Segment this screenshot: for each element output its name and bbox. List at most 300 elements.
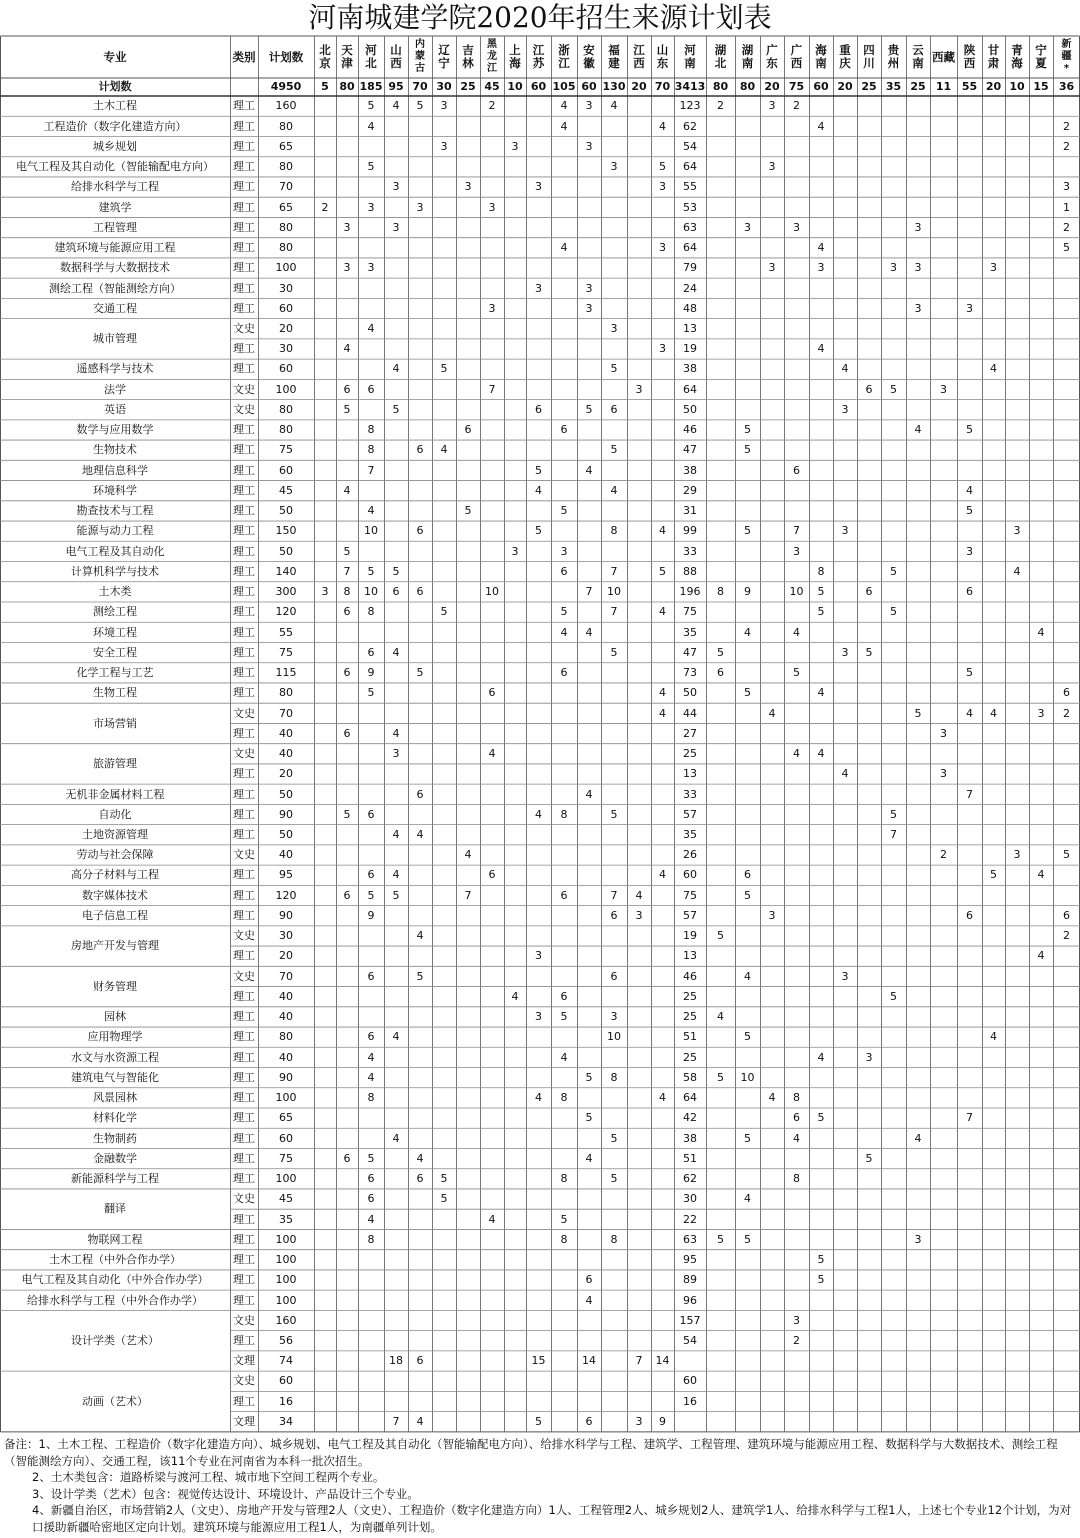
quota-cell: 3 [1063, 180, 1070, 194]
quota-cell: 3 [890, 261, 897, 275]
major-name: 电气工程及其自动化（智能输配电方向） [16, 160, 214, 174]
major-name: 物联网工程 [87, 1232, 143, 1246]
category-cell: 理工 [233, 827, 255, 841]
major-name: 化学工程与工艺 [76, 666, 154, 680]
major-name: 地理信息科学 [82, 463, 148, 477]
quota-cell: 2 [1063, 706, 1070, 720]
category-cell: 理工 [233, 989, 255, 1003]
quota-cell: 4 [817, 1050, 825, 1064]
plan-count-cell: 30 [279, 281, 293, 295]
quota-cell: 6 [560, 564, 568, 578]
plan-count-cell: 20 [279, 767, 293, 781]
quota-cell: 8 [560, 807, 568, 821]
column-header-17: 山 东 [656, 43, 669, 70]
major-name: 交通工程 [93, 301, 137, 315]
quota-cell: 4 [367, 1070, 375, 1084]
plan-count-cell: 65 [279, 139, 293, 153]
category-cell: 理工 [233, 585, 255, 599]
quota-cell: 4 [560, 625, 568, 639]
quota-cell: 5 [560, 1212, 568, 1226]
quota-cell: 7 [610, 888, 618, 902]
quota-cell: 6 [610, 969, 618, 983]
plan-count-cell: 80 [279, 220, 293, 234]
quota-cell: 5 [610, 1172, 618, 1186]
plan-count-cell: 20 [279, 321, 293, 335]
category-cell: 文史 [233, 969, 255, 983]
column-header-26: 贵 州 [887, 43, 900, 70]
quota-cell: 6 [416, 443, 424, 457]
quota-cell: 9 [744, 585, 751, 599]
quota-cell: 7 [793, 524, 800, 538]
quota-cell: 5 [585, 1070, 593, 1084]
plan-count-cell: 65 [279, 1111, 293, 1125]
quota-cell: 5 [440, 1192, 448, 1206]
column-header-4: 天 津 [341, 43, 353, 70]
category-cell: 文史 [233, 321, 255, 335]
total-cell: 55 [961, 80, 978, 94]
total-cell: 30 [436, 80, 452, 94]
quota-cell: 4 [367, 1212, 375, 1226]
quota-cell: 4 [659, 868, 666, 882]
quota-cell: 3 [392, 220, 400, 234]
quota-cell: 22 [683, 1212, 697, 1226]
category-cell: 文史 [233, 929, 255, 943]
category-cell: 理工 [233, 1232, 255, 1246]
column-header-11: 上 海 [509, 43, 521, 70]
quota-cell: 6 [367, 382, 375, 396]
quota-cell: 4 [560, 99, 568, 113]
quota-cell: 4 [914, 423, 922, 437]
quota-cell: 5 [610, 645, 618, 659]
plan-count-cell: 80 [279, 402, 293, 416]
quota-cell: 6 [560, 423, 568, 437]
quota-cell: 6 [585, 1273, 593, 1287]
category-cell: 文史 [233, 1374, 255, 1388]
quota-cell: 5 [744, 524, 751, 538]
quota-cell: 19 [683, 342, 697, 356]
category-cell: 理工 [233, 423, 255, 437]
quota-cell: 55 [683, 180, 697, 194]
category-cell: 文理 [233, 1414, 255, 1428]
quota-cell: 63 [683, 220, 697, 234]
column-header-12: 江 苏 [532, 43, 545, 70]
quota-cell: 5 [865, 645, 873, 659]
quota-cell: 8 [817, 564, 825, 578]
quota-cell: 60 [683, 1374, 697, 1388]
total-cell: 25 [910, 80, 926, 94]
quota-cell: 4 [1013, 564, 1021, 578]
quota-cell: 4 [744, 625, 751, 639]
total-cell: 130 [602, 80, 626, 94]
quota-cell: 4 [635, 888, 643, 902]
major-name: 电气工程及其自动化 [65, 544, 165, 558]
quota-cell: 5 [966, 504, 973, 518]
quota-cell: 16 [683, 1394, 697, 1408]
plan-count-cell: 35 [279, 1212, 293, 1226]
column-header-22: 广 西 [790, 43, 803, 70]
major-name: 生物工程 [93, 686, 137, 700]
quota-cell: 5 [535, 463, 542, 477]
quota-cell: 6 [464, 423, 472, 437]
major-name: 新能源科学与工程 [71, 1172, 159, 1186]
quota-cell: 3 [940, 726, 947, 740]
total-cell: 60 [530, 80, 547, 94]
major-name: 电气工程及其自动化（中外合作办学） [21, 1273, 209, 1287]
column-header-27: 云 南 [912, 43, 924, 70]
quota-cell: 5 [717, 1232, 724, 1246]
quota-cell: 123 [679, 99, 701, 113]
quota-cell: 3 [343, 220, 351, 234]
quota-cell: 31 [683, 504, 697, 518]
quota-cell: 3 [585, 301, 593, 315]
quota-cell: 3 [635, 1414, 643, 1428]
plan-count-cell: 80 [279, 119, 293, 133]
plan-count-cell: 95 [279, 868, 293, 882]
quota-cell: 33 [683, 787, 697, 801]
remark-4: 4、新疆自治区，市场营销2人（文史）、房地产开发与管理2人（文史）、工程造价（数字化建造方向）1人、工程管理2人、城乡规划2人、建筑学1人、给排水科学与工程1人，上述七个专业12个计划，为对口援助新疆哈密地区定向计划。建筑环境与能源应用工程1人，为南疆单列计划。 [32, 1503, 1072, 1534]
quota-cell: 2 [1063, 929, 1070, 943]
quota-cell: 4 [367, 1050, 375, 1064]
quota-cell: 47 [683, 443, 697, 457]
category-cell: 理工 [233, 807, 255, 821]
quota-cell: 5 [610, 362, 618, 376]
quota-cell: 5 [1063, 848, 1070, 862]
category-cell: 理工 [233, 1151, 255, 1165]
quota-cell: 6 [610, 908, 618, 922]
quota-cell: 3 [392, 180, 400, 194]
total-cell: 20 [837, 80, 853, 94]
plan-count-cell: 50 [279, 827, 293, 841]
quota-cell: 3 [488, 301, 496, 315]
quota-cell: 5 [440, 605, 448, 619]
plan-count-cell: 65 [279, 200, 293, 214]
category-cell: 理工 [233, 767, 255, 781]
quota-cell: 3 [793, 1313, 800, 1327]
plan-count-cell: 100 [275, 382, 297, 396]
quota-cell: 6 [966, 585, 973, 599]
quota-cell: 6 [560, 888, 568, 902]
column-header-14: 安 徽 [583, 43, 595, 70]
quota-cell: 10 [485, 585, 499, 599]
quota-cell: 4 [768, 1091, 776, 1105]
quota-cell: 4 [343, 483, 351, 497]
major-name: 生物制药 [93, 1131, 137, 1145]
quota-cell: 5 [744, 1232, 751, 1246]
quota-cell: 4 [416, 929, 424, 943]
quota-cell: 60 [683, 868, 697, 882]
total-cell: 11 [935, 80, 952, 94]
quota-cell: 5 [793, 666, 800, 680]
total-cell: 60 [581, 80, 597, 94]
quota-cell: 3 [343, 261, 351, 275]
quota-cell: 4 [535, 483, 542, 497]
category-cell: 理工 [233, 1172, 255, 1186]
quota-cell: 46 [683, 969, 697, 983]
quota-cell: 3 [585, 139, 593, 153]
quota-cell: 4 [610, 99, 618, 113]
column-header-31: 青 海 [1011, 43, 1023, 70]
category-cell: 理工 [233, 463, 255, 477]
quota-cell: 2 [717, 99, 724, 113]
plan-count-cell: 45 [279, 483, 293, 497]
quota-cell: 96 [683, 1293, 697, 1307]
plan-count-cell: 100 [275, 1232, 297, 1246]
quota-cell: 9 [367, 908, 375, 922]
quota-cell: 5 [744, 1131, 751, 1145]
quota-cell: 5 [817, 585, 825, 599]
quota-cell: 3 [585, 99, 593, 113]
quota-cell: 14 [655, 1354, 670, 1368]
plan-count-cell: 60 [279, 463, 293, 477]
quota-cell: 6 [966, 908, 973, 922]
quota-cell: 5 [659, 160, 666, 174]
quota-cell: 3 [1013, 524, 1021, 538]
quota-cell: 8 [367, 423, 375, 437]
quota-cell: 13 [683, 949, 697, 963]
quota-cell: 62 [683, 119, 697, 133]
category-cell: 理工 [233, 1293, 255, 1307]
quota-cell: 6 [367, 969, 375, 983]
quota-cell: 42 [683, 1111, 697, 1125]
total-cell: 10 [507, 80, 523, 94]
category-cell: 理工 [233, 99, 255, 113]
major-name: 工程造价（数字化建造方向） [43, 119, 187, 133]
quota-cell: 3 [635, 908, 643, 922]
quota-cell: 46 [683, 423, 697, 437]
total-cell: 20 [631, 80, 647, 94]
quota-cell: 8 [367, 605, 375, 619]
quota-cell: 95 [683, 1253, 697, 1267]
quota-cell: 3 [768, 99, 776, 113]
quota-cell: 5 [890, 382, 897, 396]
quota-cell: 48 [683, 301, 697, 315]
major-name: 应用物理学 [87, 1030, 143, 1044]
quota-cell: 5 [817, 1273, 825, 1287]
quota-cell: 58 [683, 1070, 697, 1084]
quota-cell: 79 [683, 261, 697, 275]
major-name: 材料化学 [93, 1111, 137, 1125]
major-name: 建筑环境与能源应用工程 [54, 241, 176, 255]
quota-cell: 64 [683, 382, 697, 396]
quota-cell: 75 [683, 605, 697, 619]
quota-cell: 3 [1037, 706, 1045, 720]
quota-cell: 5 [416, 969, 424, 983]
quota-cell: 5 [560, 1010, 568, 1024]
quota-cell: 3 [940, 382, 947, 396]
quota-cell: 5 [865, 1151, 873, 1165]
quota-cell: 4 [392, 827, 400, 841]
quota-cell: 54 [683, 1333, 697, 1347]
quota-cell: 51 [683, 1151, 697, 1165]
column-header-19: 湖 北 [714, 43, 727, 70]
quota-cell: 7 [966, 1111, 973, 1125]
plan-count-cell: 80 [279, 160, 293, 174]
major-name: 测绘工程（智能测绘方向） [49, 281, 181, 295]
column-header-13: 浙 江 [558, 43, 570, 70]
category-cell: 理工 [233, 1212, 255, 1226]
quota-cell: 5 [367, 99, 375, 113]
major-name: 房地产开发与管理 [71, 939, 159, 953]
quota-cell: 18 [389, 1354, 403, 1368]
quota-cell: 4 [440, 443, 448, 457]
quota-cell: 3 [610, 160, 618, 174]
quota-cell: 4 [392, 99, 400, 113]
category-cell: 理工 [233, 281, 255, 295]
quota-cell: 5 [817, 605, 825, 619]
quota-cell: 5 [717, 929, 724, 943]
quota-cell: 3 [966, 301, 973, 315]
quota-cell: 64 [683, 241, 697, 255]
quota-cell: 4 [392, 726, 400, 740]
plan-count-cell: 20 [279, 949, 293, 963]
quota-cell: 33 [683, 544, 697, 558]
major-name: 土木类 [98, 585, 132, 599]
category-cell: 理工 [233, 1394, 255, 1408]
plan-count-cell: 100 [275, 1091, 297, 1105]
major-name: 给排水科学与工程 [71, 180, 159, 194]
quota-cell: 4 [659, 605, 666, 619]
quota-cell: 5 [610, 443, 618, 457]
column-header-24: 重 庆 [839, 43, 851, 70]
quota-cell: 50 [683, 686, 697, 700]
quota-cell: 3 [321, 585, 329, 599]
quota-cell: 1 [1063, 200, 1070, 214]
column-header-28: 西藏 [932, 49, 955, 64]
major-name: 旅游管理 [93, 757, 137, 771]
quota-cell: 7 [966, 787, 973, 801]
major-name: 土地资源管理 [82, 827, 148, 841]
column-header-20: 湖 南 [741, 43, 754, 70]
plan-count-cell: 70 [279, 180, 293, 194]
quota-cell: 4 [744, 1192, 751, 1206]
category-cell: 理工 [233, 180, 255, 194]
quota-cell: 6 [585, 1414, 593, 1428]
quota-cell: 4 [1037, 868, 1045, 882]
quota-cell: 13 [683, 321, 697, 335]
quota-cell: 4 [585, 1151, 593, 1165]
quota-cell: 5 [416, 666, 424, 680]
category-cell: 理工 [233, 726, 255, 740]
quota-cell: 3 [511, 139, 519, 153]
quota-cell: 6 [865, 585, 873, 599]
plan-count-cell: 74 [279, 1354, 293, 1368]
plan-count-cell: 80 [279, 686, 293, 700]
quota-cell: 89 [683, 1273, 697, 1287]
plan-count-cell: 40 [279, 1010, 293, 1024]
major-name: 电子信息工程 [82, 908, 148, 922]
quota-cell: 4 [392, 1131, 400, 1145]
quota-cell: 4 [585, 625, 593, 639]
major-name: 自动化 [98, 807, 132, 821]
quota-cell: 3 [535, 949, 542, 963]
plan-count-cell: 75 [279, 645, 293, 659]
total-cell: 60 [813, 80, 829, 94]
major-name: 土木工程 [93, 99, 137, 113]
major-name: 水文与水资源工程 [71, 1050, 159, 1064]
quota-cell: 8 [343, 585, 351, 599]
major-name: 英语 [104, 402, 126, 416]
quota-cell: 6 [416, 1354, 424, 1368]
plan-count-cell: 50 [279, 544, 293, 558]
plan-count-cell: 40 [279, 848, 293, 862]
quota-cell: 6 [488, 686, 496, 700]
quota-cell: 4 [990, 1030, 997, 1044]
major-name: 测绘工程 [93, 605, 137, 619]
plan-count-cell: 30 [279, 342, 293, 356]
category-cell: 文史 [233, 402, 255, 416]
quota-cell: 5 [890, 807, 897, 821]
category-cell: 理工 [233, 1070, 255, 1084]
quota-cell: 25 [683, 1010, 697, 1024]
quota-cell: 3 [635, 382, 643, 396]
quota-cell: 4 [841, 362, 849, 376]
quota-cell: 3 [659, 241, 666, 255]
plan-count-cell: 16 [279, 1394, 293, 1408]
category-cell: 理工 [233, 544, 255, 558]
quota-cell: 3 [416, 200, 424, 214]
quota-cell: 38 [683, 362, 697, 376]
quota-cell: 4 [659, 706, 666, 720]
plan-count-cell: 100 [275, 1293, 297, 1307]
quota-cell: 5 [610, 1131, 618, 1145]
quota-cell: 63 [683, 1232, 697, 1246]
column-header-23: 海 南 [815, 43, 827, 70]
plan-count-cell: 75 [279, 443, 293, 457]
quota-cell: 196 [679, 585, 701, 599]
quota-cell: 3 [535, 180, 542, 194]
quota-cell: 4 [560, 241, 568, 255]
quota-cell: 5 [890, 564, 897, 578]
plan-count-cell: 70 [279, 706, 293, 720]
major-name: 风景园林 [93, 1091, 137, 1105]
quota-cell: 6 [343, 1151, 351, 1165]
quota-cell: 88 [683, 564, 697, 578]
quota-cell: 8 [610, 524, 618, 538]
total-cell: 36 [1058, 80, 1075, 94]
quota-cell: 5 [890, 989, 897, 1003]
quota-cell: 2 [940, 848, 947, 862]
category-cell: 理工 [233, 362, 255, 376]
quota-cell: 4 [914, 1131, 922, 1145]
quota-cell: 5 [535, 524, 542, 538]
quota-cell: 6 [560, 989, 568, 1003]
quota-cell: 26 [683, 848, 697, 862]
category-cell: 理工 [233, 1050, 255, 1064]
total-cell: 105 [552, 80, 576, 94]
quota-cell: 3 [990, 261, 997, 275]
plan-count-cell: 80 [279, 1030, 293, 1044]
quota-cell: 3 [367, 200, 375, 214]
quota-cell: 3 [1013, 848, 1021, 862]
quota-cell: 5 [392, 402, 400, 416]
total-cell: 185 [359, 80, 383, 94]
quota-cell: 3 [914, 220, 922, 234]
plan-count-cell: 80 [279, 241, 293, 255]
quota-cell: 7 [464, 888, 472, 902]
quota-cell: 5 [392, 888, 400, 902]
major-name: 能源与动力工程 [76, 524, 154, 538]
total-cell: 20 [985, 80, 1002, 94]
quota-cell: 8 [610, 1070, 618, 1084]
quota-cell: 6 [535, 402, 542, 416]
total-cell: 80 [712, 80, 729, 94]
quota-cell: 5 [560, 504, 568, 518]
quota-cell: 5 [890, 605, 897, 619]
quota-cell: 6 [610, 402, 618, 416]
total-cell: 80 [739, 80, 756, 94]
total-cell: 75 [788, 80, 805, 94]
category-cell: 文理 [233, 1354, 255, 1368]
